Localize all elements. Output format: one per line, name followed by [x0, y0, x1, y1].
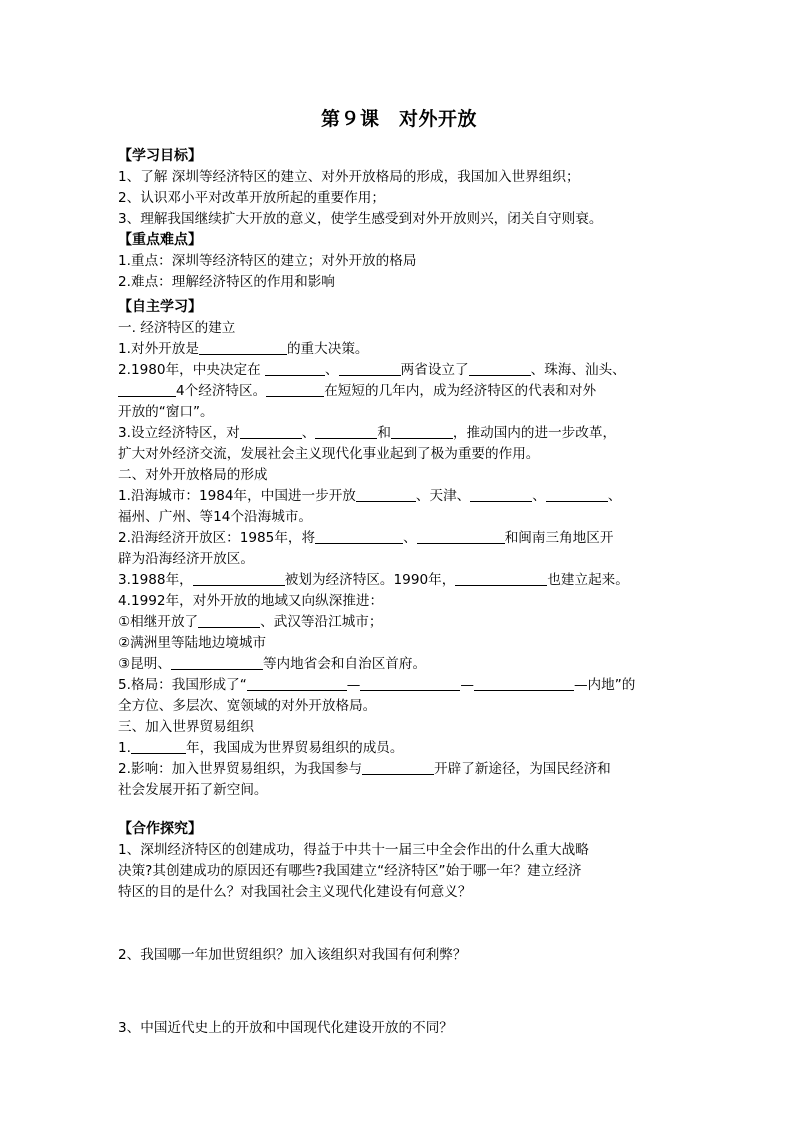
question-line: 全方位、多层次、宽领域的对外开放格局。	[118, 698, 377, 714]
answer-blank[interactable]	[131, 739, 186, 754]
worksheet-content	[118, 146, 680, 1039]
question-line: 1.对外开放是 的重大决策。	[118, 341, 369, 357]
part-heading: 一. 经济特区的建立	[118, 320, 236, 336]
key-point-item: 2.难点：理解经济特区的作用和影响	[118, 274, 335, 290]
answer-blank[interactable]	[474, 676, 574, 691]
answer-blank[interactable]	[360, 676, 460, 691]
discussion-question: 决策?其创建成功的原因还有哪些?我国建立“经济特区”始于哪一年？建立经济	[118, 863, 582, 879]
answer-blank[interactable]	[265, 361, 325, 376]
part-heading: 二、对外开放格局的形成	[118, 467, 268, 483]
question-line: 扩大对外经济交流，发展社会主义现代化事业起到了极为重要的作用。	[118, 446, 540, 462]
discussion-question: 3、中国近代史上的开放和中国现代化建设开放的不同？	[118, 1020, 453, 1036]
goal-item: 1、了解 深圳等经济特区的建立、对外开放格局的形成，我国加入世界组织；	[118, 169, 580, 185]
answer-blank[interactable]	[356, 487, 416, 502]
answer-blank[interactable]	[391, 424, 453, 439]
cooperation-heading: 【合作探究】	[118, 821, 202, 837]
answer-blank[interactable]	[198, 613, 260, 628]
question-line: 2.沿海经济开放区：1985年，将 、 和闽南三角地区开	[118, 530, 614, 546]
question-line: 1.沿海城市：1984年，中国进一步开放 、天津、 、 、	[118, 488, 622, 504]
part-heading: 三、加入世界贸易组织	[118, 719, 254, 735]
question-line: 1. 年，我国成为世界贸易组织的成员。	[118, 740, 404, 756]
answer-blank[interactable]	[470, 487, 532, 502]
question-line: 5.格局：我国形成了“ — — —内地”的	[118, 677, 636, 693]
question-line: 社会发展开拓了新空间。	[118, 782, 268, 798]
answer-blank[interactable]	[315, 424, 377, 439]
answer-space[interactable]	[118, 903, 680, 945]
answer-blank[interactable]	[469, 361, 531, 376]
question-line: 开放的“窗口”。	[118, 404, 214, 420]
question-line: 4.1992年，对外开放的地域又向纵深推进：	[118, 593, 384, 609]
key-point-item: 1.重点：深圳等经济特区的建立；对外开放的格局	[118, 253, 417, 269]
discussion-question: 特区的目的是什么？对我国社会主义现代化建设有何意义？	[118, 884, 472, 900]
question-line: 2.1980年，中央决定在 、 两省设立了 、珠海、汕头、	[118, 362, 626, 378]
answer-blank[interactable]	[118, 382, 176, 397]
goal-item: 2、认识邓小平对改革开放所起的重要作用；	[118, 190, 385, 206]
question-line: ②满洲里等陆地边境城市	[118, 635, 267, 651]
question-line: ①相继开放了 、武汉等沿江城市；	[118, 614, 383, 630]
goal-item: 3、理解我国继续扩大开放的意义，使学生感受到对外开放则兴，闭关自守则衰。	[118, 211, 603, 227]
discussion-question: 2、我国哪一年加世贸组织？加入该组织对我国有何利弊？	[118, 947, 467, 963]
answer-blank[interactable]	[417, 529, 505, 544]
answer-blank[interactable]	[455, 571, 547, 586]
question-line: ③昆明、 等内地省会和自治区首府。	[118, 656, 427, 672]
answer-blank[interactable]	[240, 424, 302, 439]
key-points-heading: 【重点难点】	[118, 232, 202, 248]
page-title: 第９课 对外开放	[320, 108, 477, 130]
discussion-question: 1、深圳经济特区的创建成功，得益于中共十一届三中全会作出的什么重大战略	[118, 842, 589, 858]
question-line: 3.设立经济特区，对 、 和 ，推动国内的进一步改革，	[118, 425, 617, 441]
question-line: 4个经济特区。 在短短的几年内，成为经济特区的代表和对外	[118, 381, 680, 402]
answer-blank[interactable]	[266, 382, 324, 397]
question-line: 2.影响：加入世界贸易组织，为我国参与 开辟了新途径，为国民经济和	[118, 761, 611, 777]
answer-space[interactable]	[118, 966, 680, 1018]
answer-blank[interactable]	[362, 760, 434, 775]
answer-blank[interactable]	[199, 340, 287, 355]
question-line: 辟为沿海经济开放区。	[118, 551, 254, 567]
answer-blank[interactable]	[315, 529, 403, 544]
answer-blank[interactable]	[247, 676, 347, 691]
goals-heading: 【学习目标】	[118, 148, 202, 164]
self-study-heading: 【自主学习】	[118, 299, 202, 315]
answer-blank[interactable]	[171, 655, 263, 670]
question-line: 3.1988年， 被划为经济特区。1990年， 也建立起来。	[118, 572, 629, 588]
answer-blank[interactable]	[193, 571, 285, 586]
answer-blank[interactable]	[339, 361, 401, 376]
answer-blank[interactable]	[546, 487, 608, 502]
question-line: 福州、广州、等14个沿海城市。	[118, 509, 313, 525]
